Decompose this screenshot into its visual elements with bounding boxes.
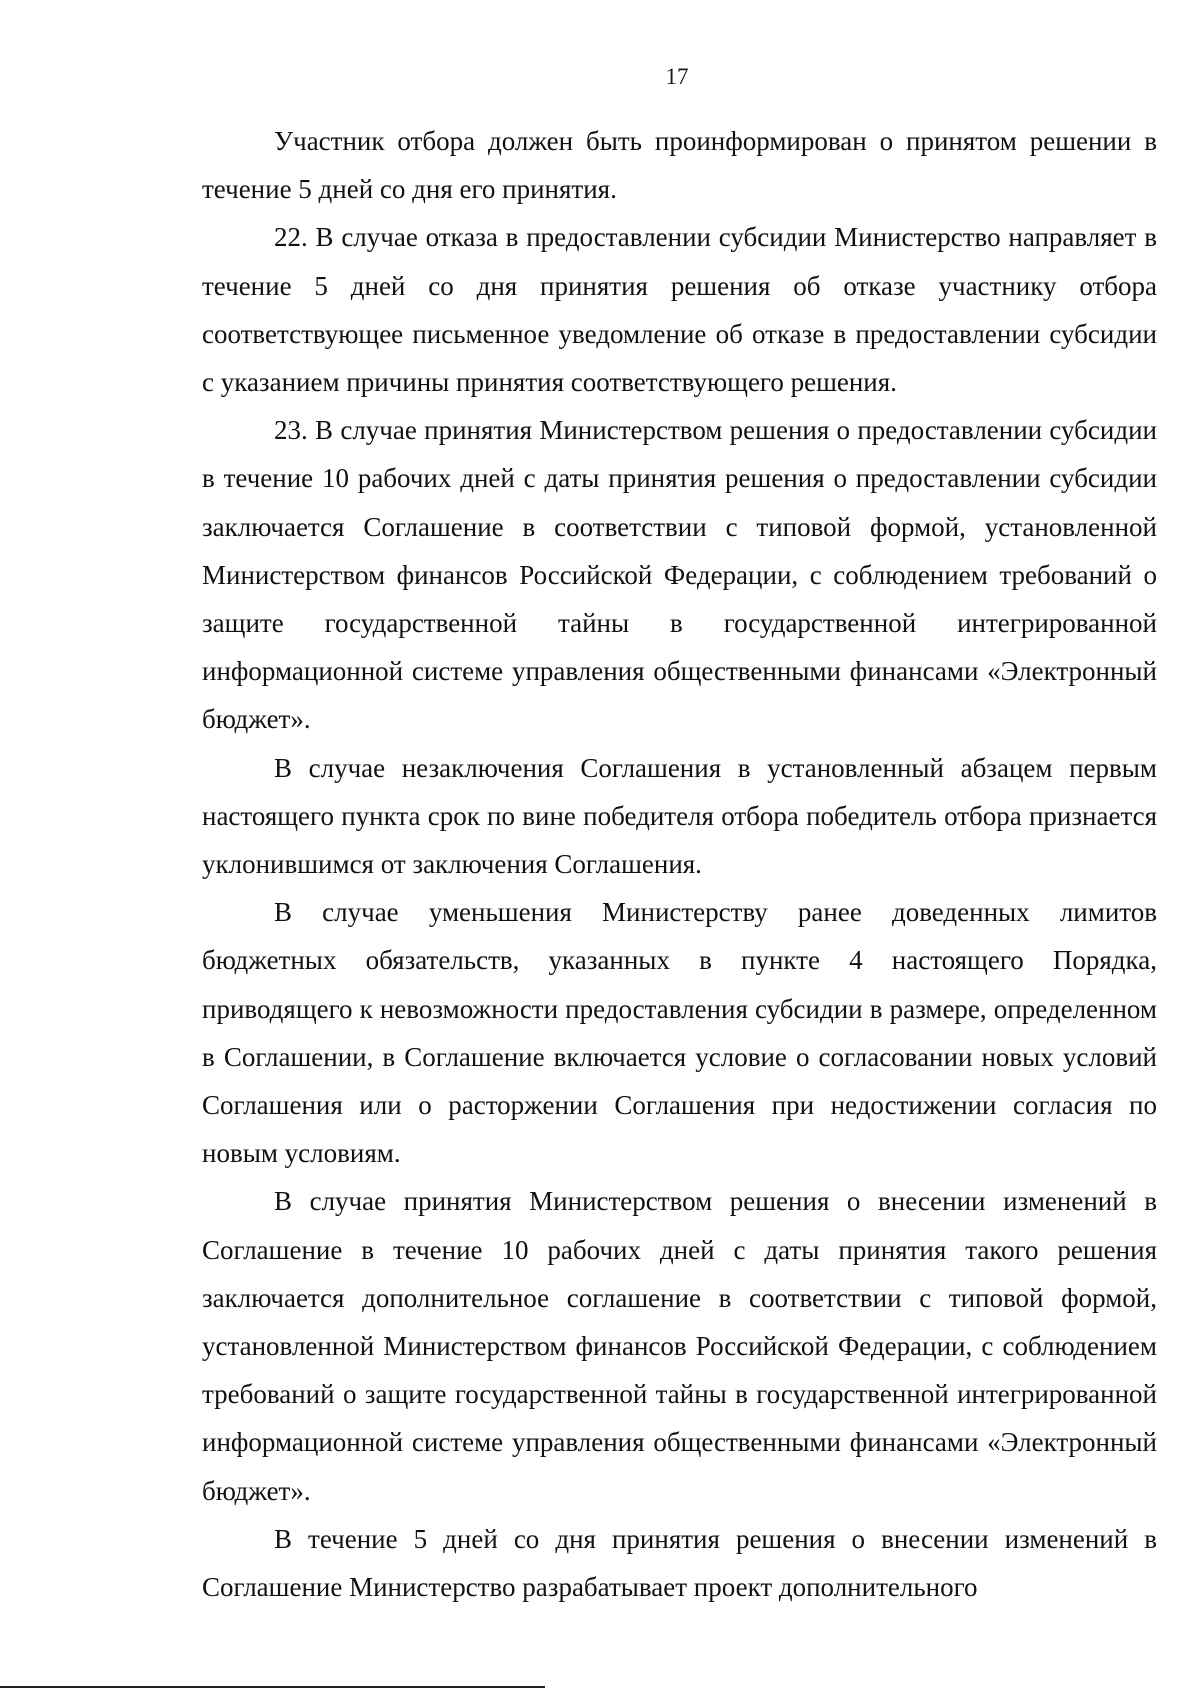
paragraph: В случае незаключения Соглашения в установленный абзацем первым настоящего пункта срок по вине победителя отбора победитель отбора признается уклонившимся от заключения Соглашения.	[202, 752, 1157, 880]
paragraph: Участник отбора должен быть проинформирован о принятом решении в течение 5 дней со дня его принятия.	[202, 126, 1157, 205]
paragraph: В случае уменьшения Министерству ранее доведенных лимитов бюджетных обязательств, указанных в пункте 4 настоящего Порядка, приводящего к невозможности предоставления субсидии в размере, определенном в Соглашении, в Соглашение включается условие о согласовании новых условий Соглашения или о расторжении Соглашения при недостижении согласия по новым условиям.	[202, 897, 1157, 1169]
paragraph-continued: В течение 5 дней со дня принятия решения о внесении изменений в Соглашение Министерство разрабатывает проект дополнительного	[202, 1523, 1157, 1603]
document-body	[202, 117, 1157, 1611]
page-number: 17	[665, 64, 689, 89]
paragraph: В случае принятия Министерством решения о внесении изменений в Соглашение в течение 10 рабочих дней с даты принятия такого решения заключается дополнительное соглашение в соответствии с типовой формой, установленной Министерством финансов Российской Федерации, с соблюдением требований о защите государственной тайны в государственной интегрированной информационной системе управления общественными финансами «Электронный бюджет».	[202, 1186, 1157, 1506]
paragraph: 22. В случае отказа в предоставлении субсидии Министерство направляет в течение 5 дней со дня принятия решения об отказе участнику отбора соответствующее письменное уведомление об отказе в предоставлении субсидии с указанием причины принятия соответствующего решения.	[202, 222, 1157, 398]
paragraph: 23. В случае принятия Министерством решения о предоставлении субсидии в течение 10 рабочих дней с даты принятия решения о предоставлении субсидии заключается Соглашение в соответствии с типовой формой, установленной Министерством финансов Российской Федерации, с соблюдением требований о защите государственной тайны в государственной интегрированной информационной системе управления общественными финансами «Электронный бюджет».	[202, 415, 1157, 735]
bottom-divider	[0, 1686, 545, 1688]
